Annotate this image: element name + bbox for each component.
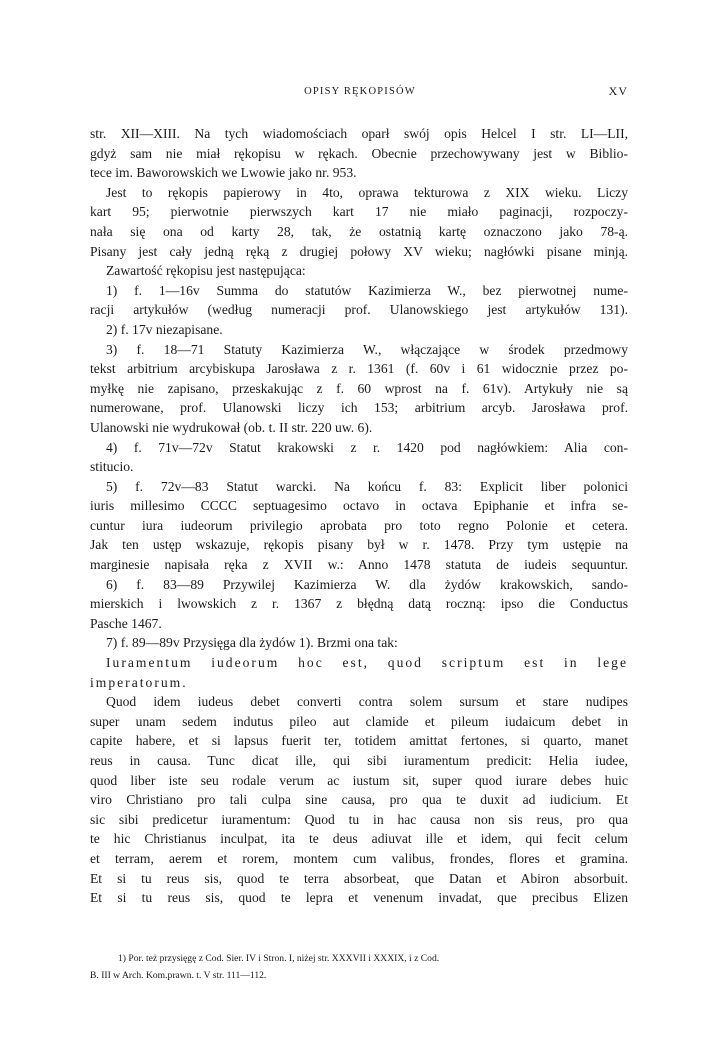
text-line: 6) f. 83—89 Przywilej Kazimierza W. dla żydów krakowskich, sando- [106, 576, 628, 592]
footnote-line: B. III w Arch. Kom.prawn. t. V str. 111—112. [90, 970, 267, 981]
body-text [90, 124, 628, 908]
text-line: et terram, aerem et rorem, montem cum valibus, frondes, flores et gramina. [90, 850, 628, 866]
page-number: XV [608, 84, 628, 98]
paragraph-item-6 [90, 575, 628, 634]
text-line: cuntur iura iudeorum privilegio aprobata pro toto regno Polonie et cetera. [90, 517, 628, 533]
paragraph-contents-heading [90, 261, 628, 281]
footnote-line: 1) Por. też przysięgę z Cod. Sier. IV i Stron. I, niżej str. XXXVII i XXXIX, i z Cod. [118, 953, 440, 964]
text-line: Ulanowski nie wydrukował (ob. t. II str. 220 uw. 6). [90, 419, 373, 435]
text-line: Et si tu reus sis, quod te terra absorbeat, que Datan et Abiron absorbuit. [90, 870, 628, 886]
text-line: 5) f. 72v—83 Statut warcki. Na końcu f. 83: Explicit liber polonici [106, 478, 628, 494]
text-line: kart 95; pierwotnie pierwszych kart 17 nie miało paginacji, rozpoczy- [90, 204, 628, 220]
text-line: 1) f. 1—16v Summa do statutów Kazimierza W., bez pierwotnej nume- [106, 282, 628, 298]
text-line: mierskich i lwowskich z r. 1367 z błędną datą roczną: ipso die Conductus [90, 596, 628, 612]
text-line: Jest to rękopis papierowy in 4to, oprawa tekturowa z XIX wieku. Liczy [106, 184, 628, 200]
text-line: nała się ona od karty 28, tak, że ostatnią kartę oznaczono jako 78-ą. [90, 223, 628, 239]
text-line: 3) f. 18—71 Statuty Kazimierza W., włączające w środek przedmowy [106, 341, 628, 357]
text-line: imperatorum. [90, 674, 188, 690]
running-title: OPISY RĘKOPISÓW [304, 86, 416, 97]
text-line: tece im. Baworowskich we Lwowie jako nr. 953. [90, 165, 357, 181]
text-line: Quod idem iudeus debet converti contra solem sursum et stare nudipes [106, 694, 628, 710]
text-line: marginesie napisała ręka z XVII w.: Anno 1478 statuta de iudeis sequuntur. [90, 557, 628, 573]
text-line: numerowane, prof. Ulanowski liczy ich 153; arbitrium arcyb. Jarosława prof. [90, 400, 628, 416]
text-line: gdyż sam nie miał rękopisu w rękach. Obecnie przechowywany jest w Biblio- [90, 145, 628, 161]
text-line: tekst arbitrium arcybiskupa Jarosława z r. 1361 (f. 60v i 61 widocznie przez po- [90, 361, 628, 377]
text-line: stitucio. [90, 459, 134, 475]
paragraph-intro [90, 124, 628, 183]
paragraph-item-1 [90, 281, 628, 320]
paragraph-item-2 [90, 320, 628, 340]
paragraph-oath-text [90, 692, 628, 908]
text-line: Pasche 1467. [90, 615, 162, 631]
paragraph-item-5 [90, 477, 628, 575]
text-line: viro Christiano pro tali culpa sine causa, pro qua te duxit ad iudicium. Et [90, 792, 628, 808]
paragraph-item-7 [90, 633, 628, 653]
paragraph-item-4 [90, 438, 628, 477]
text-line: Jak ten ustęp wskazuje, rękopis pisany był w r. 1478. Przy tym ustępie na [90, 537, 628, 553]
text-line: quod liber iste seu rodale verum ac iustum sit, super quod iurare debes huic [90, 772, 628, 788]
text-line: str. XII—XIII. Na tych wiadomościach oparł swój opis Helcel I str. LI—LII, [90, 126, 628, 141]
paragraph-description [90, 183, 628, 261]
text-line: 7) f. 89—89v Przysięga dla żydów 1). Brzmi ona tak: [106, 635, 398, 651]
text-line: iuris millesimo CCCC septuagesimo octavo in octava Epiphanie et infra se- [90, 498, 628, 514]
page-header [0, 84, 720, 104]
text-line: Pisany jest cały jedną ręką z drugiej połowy XV wieku; nagłówki pisane minją. [90, 243, 628, 259]
text-line: 2) f. 17v niezapisane. [106, 321, 223, 337]
text-line: 4) f. 71v—72v Statut krakowski z r. 1420 pod nagłówkiem: Alia con- [106, 439, 628, 455]
text-line: Iuramentum iudeorum hoc est, quod scriptum est in lege [106, 655, 628, 671]
text-line: myłkę nie zapisano, przeskakując z f. 60 wprost na f. 61v). Artykuły nie są [90, 380, 628, 396]
text-line: reus in causa. Tunc dicat ille, qui sibi iuramentum predicit: Helia iudee, [90, 753, 628, 768]
paragraph-oath-title [90, 653, 628, 692]
paragraph-item-3 [90, 340, 628, 438]
footnotes [90, 950, 628, 984]
text-line: capite habere, et si lapsus fuerit ter, totidem amittat fertones, si quarto, manet [90, 733, 628, 749]
text-line: Zawartość rękopisu jest następująca: [106, 263, 306, 279]
text-line: Et si tu reus sis, quod te lepra et venenum invadat, que precibus Elizen [90, 890, 628, 906]
text-line: super unam sedem indutus pileo aut clamide et pileum iudaicum debet in [90, 713, 628, 729]
text-line: racji artykułów (według numeracji prof. Ulanowskiego jest artykułów 131). [90, 302, 628, 318]
text-line: te hic Christianus inculpat, ita te deus adiuvat ille et idem, qui fecit celum [90, 831, 628, 847]
text-line: sic sibi predicetur iuramentum: Quod tu in hac causa non sis reus, pro qua [90, 811, 628, 827]
